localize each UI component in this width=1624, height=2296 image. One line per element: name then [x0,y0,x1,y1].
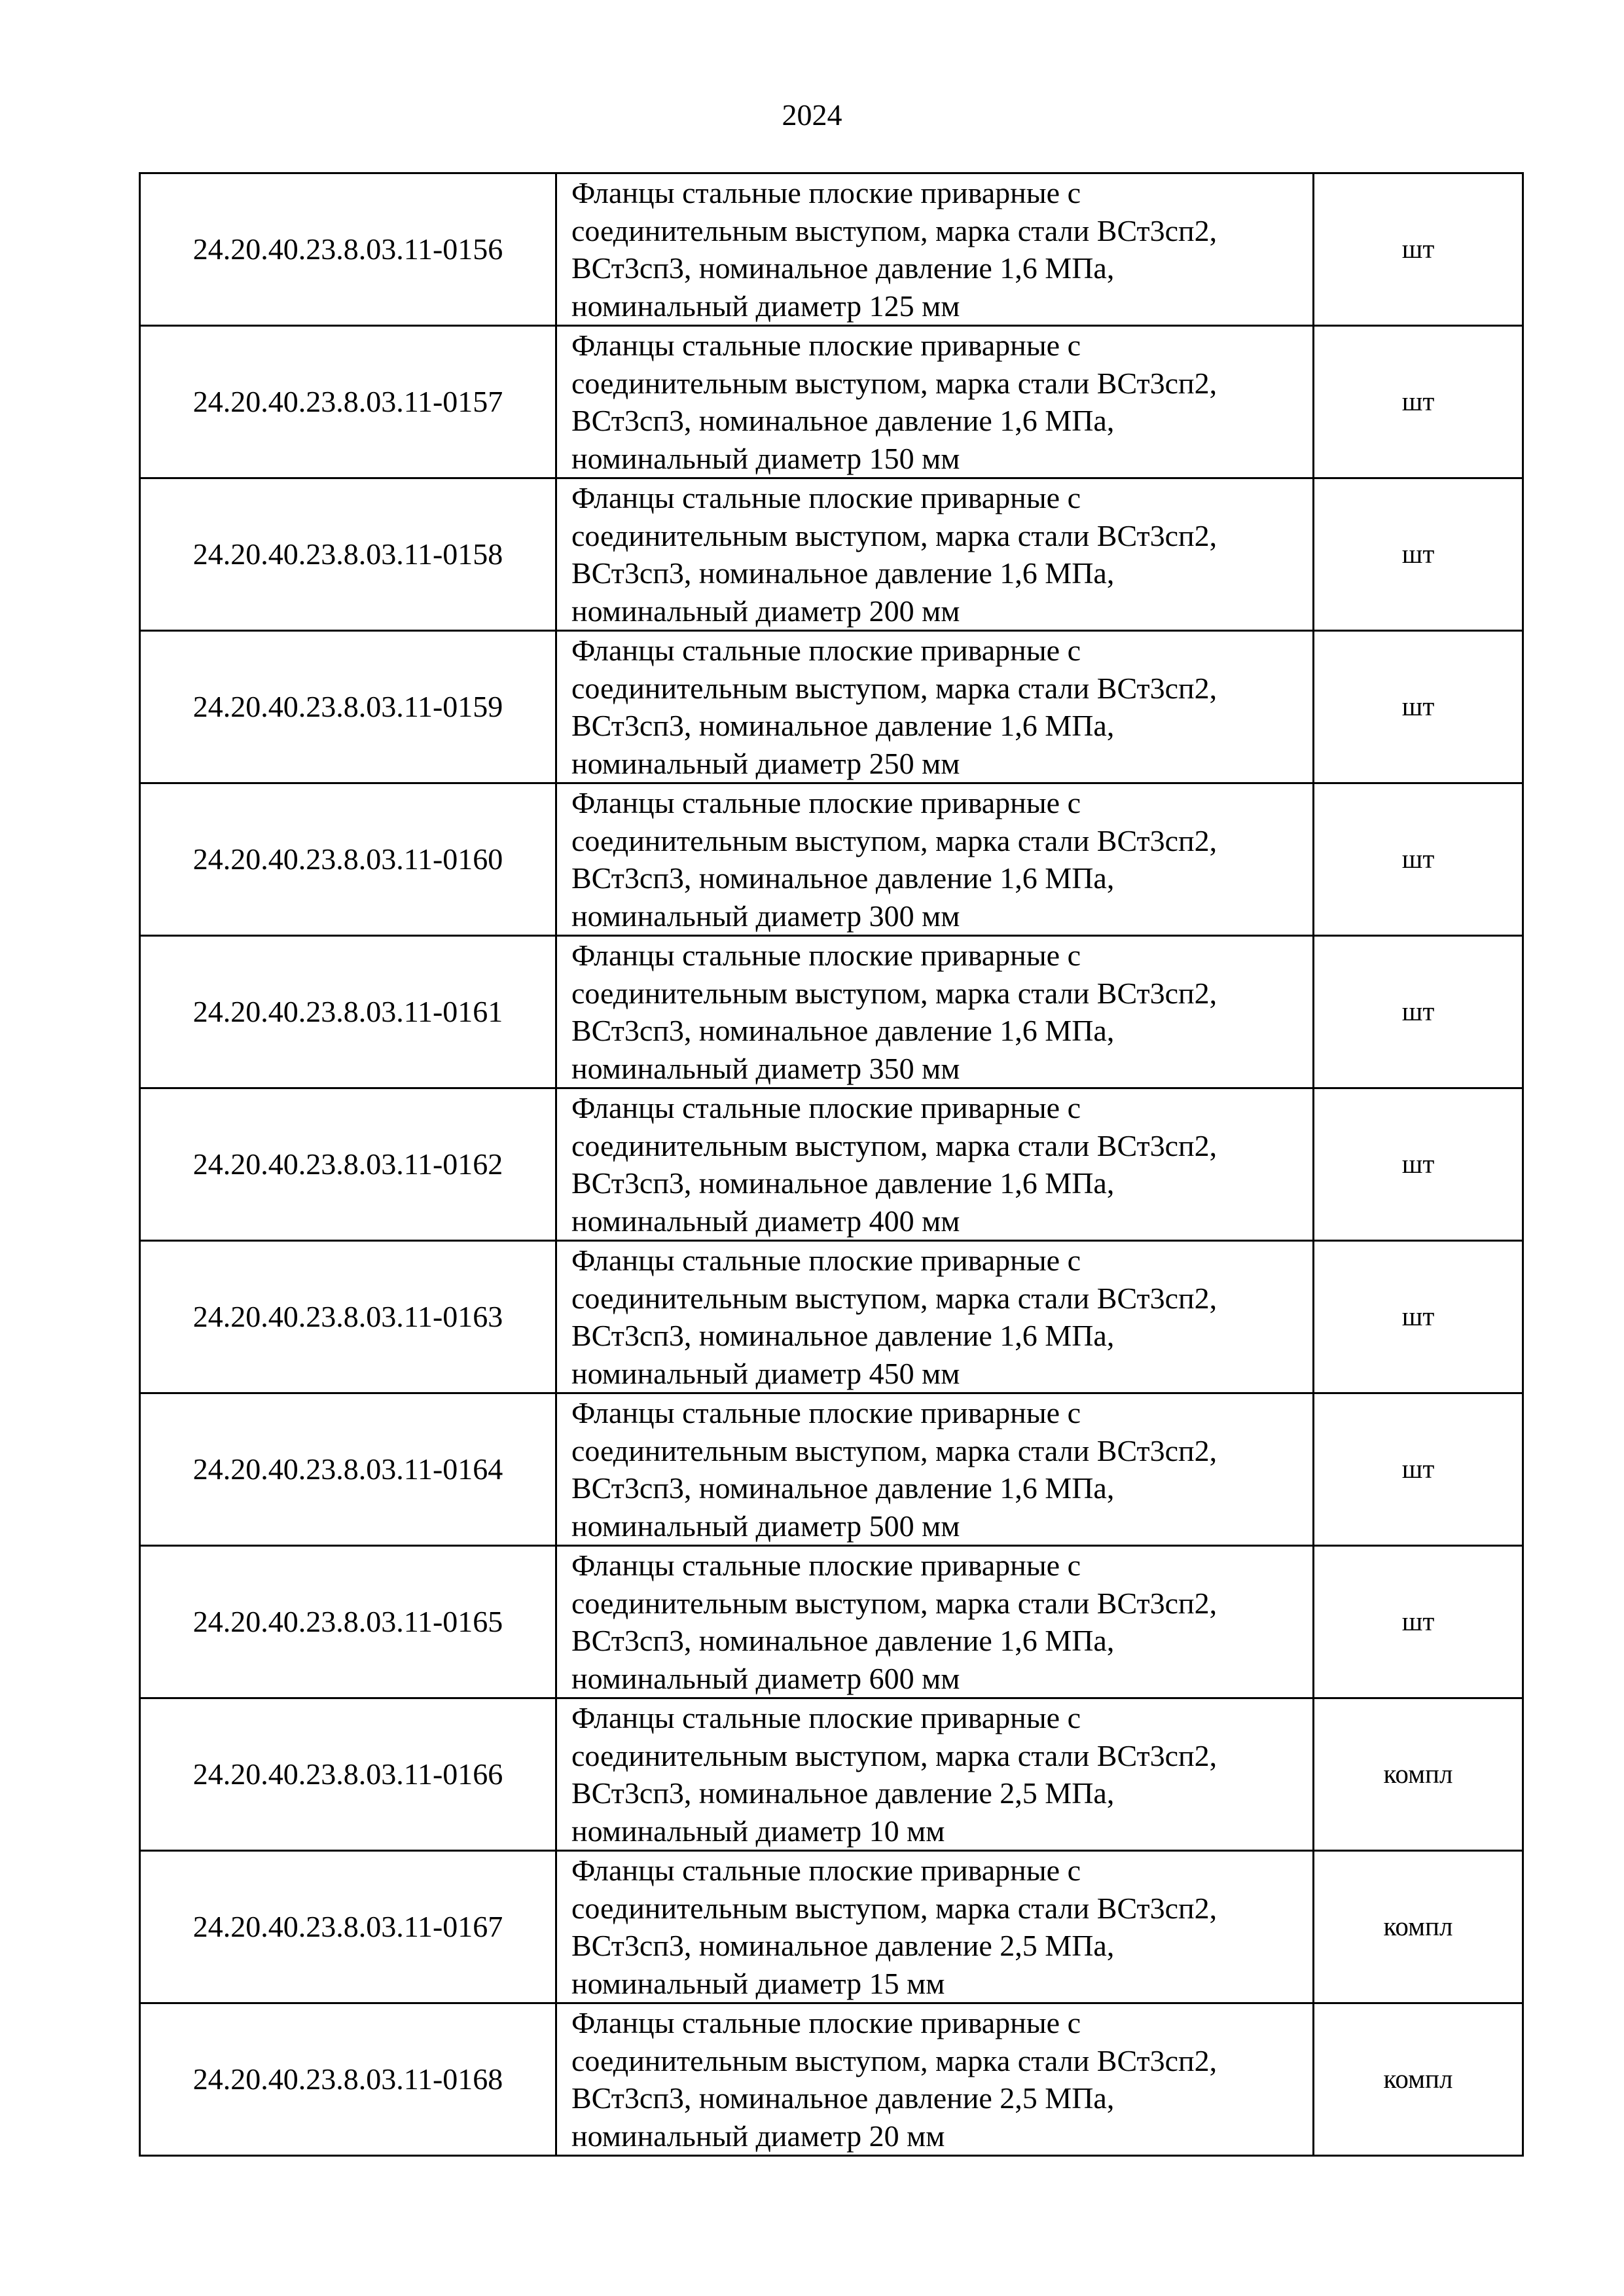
description-line: номинальный диаметр 500 мм [571,1509,960,1543]
resource-code-cell: 24.20.40.23.8.03.11-0168 [140,2003,556,2156]
description-line: номинальный диаметр 125 мм [571,289,960,323]
resource-description-cell [556,1698,1314,1851]
description-line: номинальный диаметр 450 мм [571,1356,960,1390]
resource-description-cell [556,478,1314,631]
unit-cell: шт [1314,783,1523,936]
description-line: соединительным выступом, марка стали ВСт3сп2, [571,976,1218,1010]
resource-code-cell: 24.20.40.23.8.03.11-0165 [140,1546,556,1698]
resource-description-cell [556,173,1314,326]
table-body [140,173,1523,2156]
resource-description-cell [556,326,1314,478]
description-line: номинальный диаметр 600 мм [571,1661,960,1695]
description-line: соединительным выступом, марка стали ВСт3сп2, [571,671,1218,705]
unit-cell: шт [1314,1546,1523,1698]
unit-cell: шт [1314,326,1523,478]
resource-description-cell [556,1241,1314,1393]
description-line: номинальный диаметр 15 мм [571,1966,945,2000]
unit-cell: шт [1314,1393,1523,1546]
resource-code-cell: 24.20.40.23.8.03.11-0156 [140,173,556,326]
description-line: номинальный диаметр 20 мм [571,2119,945,2153]
resource-code-cell: 24.20.40.23.8.03.11-0160 [140,783,556,936]
description-line: номинальный диаметр 400 мм [571,1204,960,1238]
table-row [140,326,1523,478]
resource-description-cell [556,783,1314,936]
resource-code-cell: 24.20.40.23.8.03.11-0162 [140,1088,556,1241]
description-line: Фланцы стальные плоские приварные с [571,1549,1081,1582]
resource-code-cell: 24.20.40.23.8.03.11-0163 [140,1241,556,1393]
unit-cell: шт [1314,1088,1523,1241]
table-row [140,1698,1523,1851]
description-line: ВСт3сп3, номинальное давление 2,5 МПа, [571,1776,1115,1810]
table-row [140,1241,1523,1393]
resource-code-cell: 24.20.40.23.8.03.11-0158 [140,478,556,631]
page-number: 2024 [782,98,842,132]
description-line: соединительным выступом, марка стали ВСт3сп2, [571,366,1218,400]
description-line: Фланцы стальные плоские приварные с [571,1091,1081,1124]
resource-description-cell [556,631,1314,783]
table-row [140,1088,1523,1241]
description-line: Фланцы стальные плоские приварные с [571,2006,1081,2039]
description-line: Фланцы стальные плоские приварные с [571,1701,1081,1734]
unit-cell: компл [1314,1851,1523,2003]
resource-code-cell: 24.20.40.23.8.03.11-0167 [140,1851,556,2003]
description-line: ВСт3сп3, номинальное давление 1,6 МПа, [571,861,1115,895]
unit-cell: компл [1314,1698,1523,1851]
table-row [140,478,1523,631]
table-row [140,631,1523,783]
table-row [140,783,1523,936]
description-line: ВСт3сп3, номинальное давление 1,6 МПа, [571,251,1115,285]
unit-cell: шт [1314,173,1523,326]
resource-table [139,172,1524,2157]
resource-code-cell: 24.20.40.23.8.03.11-0161 [140,936,556,1088]
description-line: соединительным выступом, марка стали ВСт3сп2, [571,1128,1218,1162]
description-line: ВСт3сп3, номинальное давление 1,6 МПа, [571,1166,1115,1200]
description-line: ВСт3сп3, номинальное давление 1,6 МПа, [571,1471,1115,1505]
description-line: номинальный диаметр 350 мм [571,1051,960,1085]
description-line: ВСт3сп3, номинальное давление 1,6 МПа, [571,1319,1115,1352]
description-line: номинальный диаметр 300 мм [571,899,960,933]
description-line: ВСт3сп3, номинальное давление 2,5 МПа, [571,2081,1115,2115]
description-line: соединительным выступом, марка стали ВСт3сп2, [571,518,1218,552]
description-line: соединительным выступом, марка стали ВСт3сп2, [571,1738,1218,1772]
resource-code-cell: 24.20.40.23.8.03.11-0157 [140,326,556,478]
description-line: соединительным выступом, марка стали ВСт3сп2, [571,1891,1218,1925]
table-row [140,1546,1523,1698]
resource-description-cell [556,2003,1314,2156]
description-line: ВСт3сп3, номинальное давление 1,6 МПа, [571,1014,1115,1047]
resource-description-cell [556,1546,1314,1698]
description-line: ВСт3сп3, номинальное давление 1,6 МПа, [571,556,1115,590]
description-line: номинальный диаметр 10 мм [571,1814,945,1848]
unit-cell: шт [1314,936,1523,1088]
table-row [140,173,1523,326]
description-line: номинальный диаметр 200 мм [571,594,960,628]
description-line: Фланцы стальные плоские приварные с [571,939,1081,972]
resource-description-cell [556,936,1314,1088]
description-line: соединительным выступом, марка стали ВСт3сп2, [571,213,1218,247]
description-line: ВСт3сп3, номинальное давление 1,6 МПа, [571,709,1115,742]
unit-cell: шт [1314,1241,1523,1393]
description-line: Фланцы стальные плоские приварные с [571,1854,1081,1887]
description-line: ВСт3сп3, номинальное давление 1,6 МПа, [571,1624,1115,1657]
description-line: соединительным выступом, марка стали ВСт3сп2, [571,1433,1218,1467]
description-line: соединительным выступом, марка стали ВСт3сп2, [571,823,1218,857]
description-line: номинальный диаметр 250 мм [571,746,960,780]
description-line: Фланцы стальные плоские приварные с [571,1396,1081,1429]
unit-cell: шт [1314,631,1523,783]
unit-cell: компл [1314,2003,1523,2156]
description-line: соединительным выступом, марка стали ВСт3сп2, [571,1281,1218,1315]
resource-code-cell: 24.20.40.23.8.03.11-0159 [140,631,556,783]
description-line: соединительным выступом, марка стали ВСт3сп2, [571,1586,1218,1620]
description-line: номинальный диаметр 150 мм [571,441,960,475]
table-row [140,936,1523,1088]
description-line: Фланцы стальные плоские приварные с [571,786,1081,819]
description-line: соединительным выступом, марка стали ВСт3сп2, [571,2043,1218,2077]
unit-cell: шт [1314,478,1523,631]
description-line: ВСт3сп3, номинальное давление 1,6 МПа, [571,404,1115,437]
resource-description-cell [556,1088,1314,1241]
resource-description-cell [556,1393,1314,1546]
resource-description-cell [556,1851,1314,2003]
description-line: Фланцы стальные плоские приварные с [571,176,1081,209]
resource-code-cell: 24.20.40.23.8.03.11-0166 [140,1698,556,1851]
description-line: Фланцы стальные плоские приварные с [571,329,1081,362]
description-line: Фланцы стальные плоские приварные с [571,1244,1081,1277]
table-row [140,1393,1523,1546]
table-row [140,1851,1523,2003]
description-line: Фланцы стальные плоские приварные с [571,634,1081,667]
table-row [140,2003,1523,2156]
description-line: Фланцы стальные плоские приварные с [571,481,1081,514]
description-line: ВСт3сп3, номинальное давление 2,5 МПа, [571,1929,1115,1962]
resource-code-cell: 24.20.40.23.8.03.11-0164 [140,1393,556,1546]
